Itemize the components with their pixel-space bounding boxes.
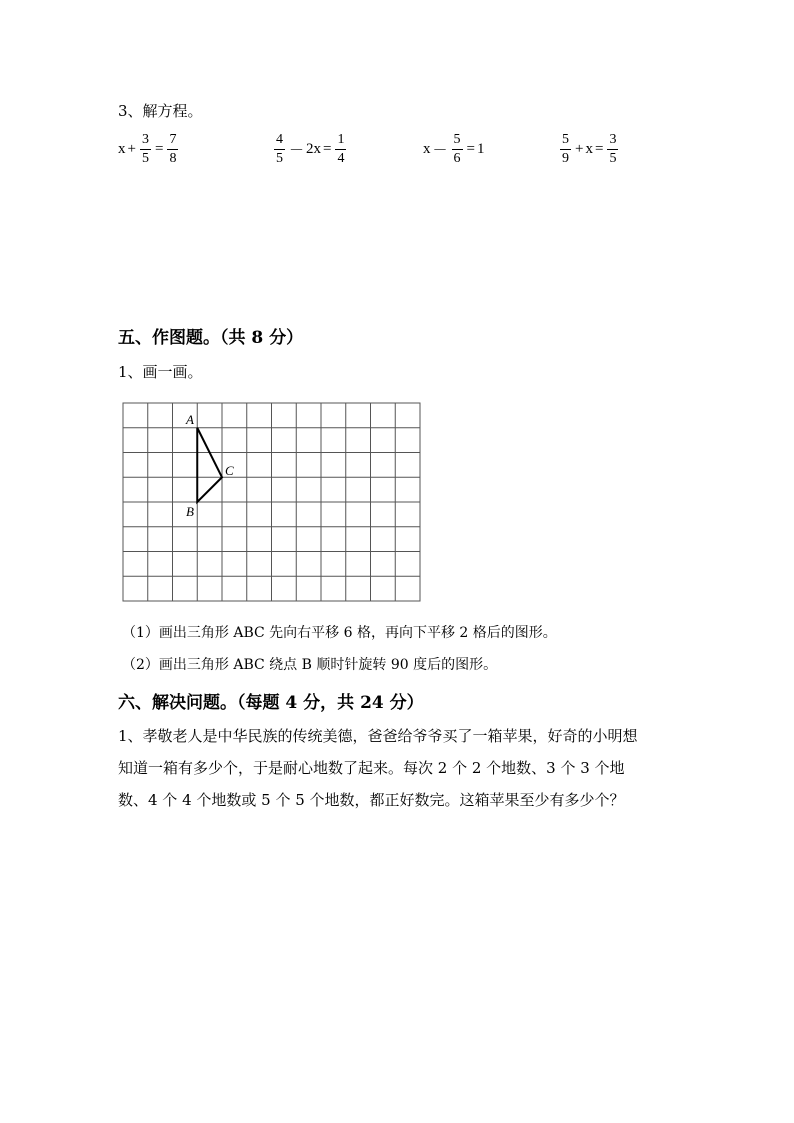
eq4-frac1-den: 9 (562, 150, 569, 166)
eq4-op: + (575, 140, 584, 157)
problem-1-line-2: 知道一箱有多少个，于是耐心地数了起来。每次 2 个 2 个地数、3 个 3 个地 (118, 759, 625, 777)
triangle-abc (197, 428, 222, 502)
eq2-frac1-num: 4 (274, 133, 285, 150)
eq4-frac2-den: 5 (609, 150, 617, 166)
eq3-var: x (423, 140, 431, 157)
equation-3 (423, 126, 484, 172)
problem-1-line-3: 数、4 个 4 个地数或 5 个 5 个地数，都正好数完。这箱苹果至少有多少个？ (118, 791, 625, 809)
section5-heading: 五、作图题。（共 8 分） (118, 328, 304, 348)
eq1-op: + (127, 140, 136, 157)
eq2-op: － (289, 142, 305, 159)
equation-1 (118, 126, 180, 172)
section6-heading: 六、解决问题。（每题 4 分，共 24 分） (118, 693, 424, 713)
instruction-2: （2）画出三角形 ABC 绕点 B 顺时针旋转 90 度后的图形。 (122, 657, 498, 673)
eq2-frac1 (274, 133, 285, 166)
eq2-frac2-den: 4 (337, 150, 345, 166)
eq2-frac1-den: 5 (276, 150, 283, 166)
equation-2 (272, 126, 348, 172)
label-b: B (186, 504, 194, 519)
eq4-frac1-num: 5 (560, 133, 571, 150)
eq1-frac1 (140, 133, 151, 166)
eq1-frac2-num: 7 (167, 133, 178, 150)
instruction-1: （1）画出三角形 ABC 先向右平移 6 格，再向下平移 2 格后的图形。 (122, 625, 557, 641)
problem-1 (118, 720, 688, 816)
eq2-frac2 (335, 133, 346, 166)
equation-4 (558, 126, 620, 172)
eq2-term: 2x (306, 140, 322, 157)
eq4-frac2 (607, 133, 618, 166)
eq3-frac1-num: 5 (452, 133, 463, 150)
problem-1-line-1: 1、孝敬老人是中华民族的传统美德，爸爸给爷爷买了一箱苹果，好奇的小明想 (118, 727, 638, 745)
eq1-frac2 (167, 133, 178, 166)
eq1-equals: = (154, 140, 164, 157)
eq4-frac2-num: 3 (607, 133, 618, 150)
eq4-var: x (585, 140, 593, 157)
eq3-op: － (432, 142, 448, 159)
eq1-frac1-den: 5 (141, 150, 149, 166)
eq2-equals: = (323, 140, 332, 157)
eq3-frac1-den: 6 (453, 150, 461, 166)
eq2-frac2-num: 1 (335, 133, 346, 150)
eq4-equals: = (594, 140, 604, 157)
eq1-var: x (118, 140, 126, 157)
label-c: C (225, 463, 234, 478)
grid-lines (123, 403, 420, 601)
eq4-frac1 (560, 133, 571, 166)
section5-q1: 1、画一画。 (118, 363, 203, 381)
eq3-frac1 (452, 133, 463, 166)
part3-title: 3、解方程。 (118, 102, 203, 120)
label-a: A (186, 412, 194, 427)
drawing-grid (122, 402, 422, 608)
grid-svg (122, 402, 422, 604)
eq3-equals: = (466, 140, 475, 157)
eq3-rhs: 1 (476, 140, 485, 157)
eq1-frac2-den: 8 (169, 150, 177, 166)
eq1-frac1-num: 3 (140, 133, 151, 150)
